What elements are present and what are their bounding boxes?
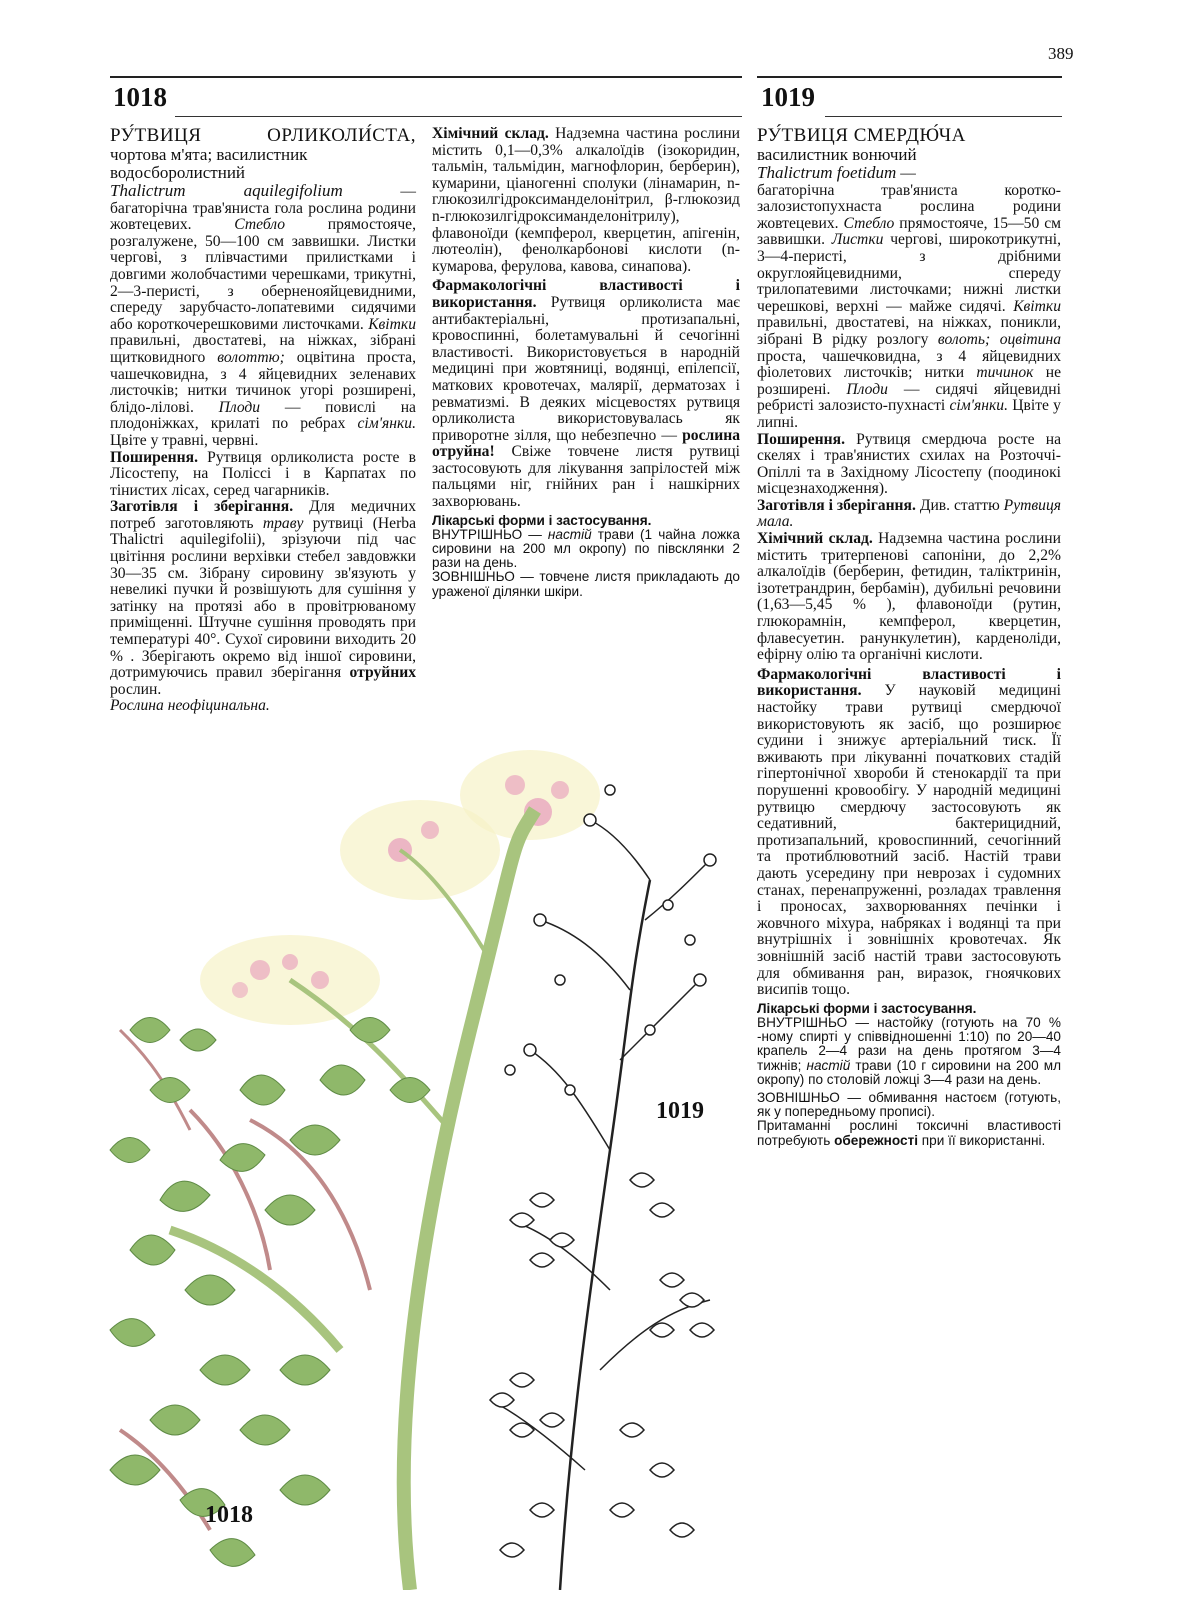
- article-1018-latin: Thalictrum aquilegifolium: [110, 181, 343, 200]
- article-1018-spread: Поширення. Рутвиця орликолиста росте в Лісостепу, на Поліссі і в Карпатах по тінистих лісах, серед чагарників.: [110, 448, 416, 499]
- article-1019-warning: Притаманні рослині токсичні властивості потребують обережності при її використанні.: [757, 1118, 1061, 1148]
- plant-1019-illustration: [490, 785, 716, 1590]
- header-subrule-left: [175, 116, 742, 117]
- article-1019-latin: Thalictrum foetidum: [757, 163, 897, 182]
- article-1019-forms-head: Лікарські форми і застосування.: [757, 1000, 977, 1016]
- article-1019-col: [757, 126, 1061, 1148]
- article-1018-latin-dash: —: [342, 183, 416, 200]
- entry-number-1018: 1018: [113, 82, 167, 112]
- article-1019-description: багаторічна трав'яниста коротко-залозистопухнаста рослина родини жовтецевих. Стебло прямостояче, 15—50 см заввишки. Листки чергові, широкотрикутні, 3—4-перисті, з дрібними округлояйцевидними, спереду трилопатевими листочками; нижні листки черешкові, верхні — майже сидячі. Квітки правильні, двостатеві, на ніжках, поникли, зібрані В рідку розлогу волоть; оцвітина проста, чашечковидна, з 4 яйцевидних фіолетових листочків; нитки тичинок не розширені. Плоди — сидячі яйцевидні ребристі залозисто-пухнасті сім'янки. Цвіте у липні.: [757, 181, 1061, 431]
- article-1019-alt-names: василистник вонючий: [757, 145, 917, 164]
- entry-number-1019: 1019: [761, 82, 815, 112]
- article-1018-latin-line: [110, 182, 416, 201]
- article-1019-forms-external: ЗОВНІШНЬО — обмивання настоєм (готують, як у попередньому прописі).: [757, 1089, 1061, 1120]
- article-1019-pharmacology: Фармакологічні властивості і використання. У науковій медицині настойку трави рутвиці смердючої використовують як засіб, що розширює судини і знижує артеріальний тиск. Її вживають при лікуванні початкових стадій гіпертонічної хвороби й стенокардії та при порушенні кровообігу. У народній медицині рутвицю смердючу застосовують як седативний, бактерицидний, протизапальний, кровоспинний, сечогінний та протиблювотний засіб. Настій трави дають усередину при неврозах і судомних станах, перенапруженні, розладах травлення і проносах, захворюваннях печінки і жовчного міхура, набряках і водянці та при внутрішніх і зовнішніх кровотечах. Як зовнішній засіб настій трави застосовують для обмивання ран, виразок, гноячкових висипів тощо.: [757, 665, 1061, 999]
- plant-1018-flower-clusters: [200, 750, 600, 1025]
- article-1018-col2: [432, 126, 740, 599]
- article-1018-harvest: Заготівля і зберігання. Для медичних потреб заготовляють траву рутвиці (Herba Thalictri aquilegifolii), зрізуючи під час цвітіння рослини верхівки стебел завдовжки 30—35 см. Зібрану сировину зв'язують у невеликі пучки й розвішують для сушіння у затінку на протязі або в провітрюваному приміщенні. Штучне сушіння проводять при температурі 40°. Сухої сировини виходить 20 % . Зберігають окремо від іншої сировини, дотримуючись правил зберігання отруйних рослин.: [110, 498, 416, 698]
- article-1018-pharmacology: Фармакологічні властивості і використання. Рутвиця орликолиста має антибактеріальні, протизапальні, кровоспинні, болетамувальні й сечогінні властивості. Використовується в народній медицині при жовтяниці, водянці, епілепсії, маткових кровотечах, малярії, дерматозах і ревматизмі. В деяких місцевостях рутвиця орликолиста використовувалась як приворотне зілля, що небезпечно — рослина отруйна! Свіже товчене листя рутвиці застосовують для лікування запрілостей між пальцями ніг, гнійних ран і нашкірних захворювань.: [432, 277, 740, 511]
- article-1019-latin-line: [757, 164, 1061, 183]
- page-number: 389: [1048, 44, 1074, 63]
- article-1018-title: РУ́ТВИЦЯ ОРЛИКОЛИ́СТА,: [110, 125, 416, 146]
- figure-label-1019: 1019: [656, 1098, 704, 1124]
- plant-1018-illustration: [110, 750, 600, 1590]
- article-1019-harvest: Заготівля і зберігання. Див. статтю Рутвиця мала.: [757, 496, 1061, 531]
- plant-1019-leaves: [490, 1173, 714, 1557]
- article-1019-chemistry: Хімічний склад. Надземна частина рослини містить тритерпенові сапоніни, до 2,2% алкалоїдів (берберин, фетидин, таліктринін, ізотетрандрин, бербамін), дубильні речовини (1,63—5,45 % ), флавоноїди (рутин, глюкорамнін, кемпферол, кверцетин, флавесуетин. ранункулетин), карденоліди, ефірну олію та органічні кислоти.: [757, 530, 1061, 664]
- article-1018-forms-head: Лікарські форми і застосування.: [432, 512, 652, 528]
- header-rule-left: [110, 76, 742, 78]
- header-rule-right: [757, 76, 1062, 78]
- article-1018-nonofficial: Рослина неофіцинальна.: [110, 697, 270, 715]
- article-1019-spread: Поширення. Рутвиця смердюча росте на скелях і трав'янистих схилах на Розточчі-Опіллі та в Західному Лісостепу (поодинокі місцезнаходження).: [757, 430, 1061, 498]
- article-1018-chemistry: Хімічний склад. Надземна частина рослини містить 0,1—0,3% алкалоїдів (ізокоридин, тальмін, тальмідин, магнофлорин, берберин), кумарини, ціаногенні сполуки (лінамарин, n-глюкозилгідроксиманделонітрил, β-глюкозид n-глюкозилгідроксиманделонітрилу), флавоноїди (кемпферол, кверцетин, апігенін, лютеолін), фенолкарбонові кислоти (n-кумарова, ферулова, кавова, синапова).: [432, 125, 740, 275]
- plant-1018-leaves: [110, 1018, 430, 1567]
- article-1018-forms-internal: ВНУТРІШНЬО — настій трави (1 чайна ложка сировини на 200 мл окропу) по півсклянки 2 рази на день.: [432, 526, 740, 571]
- article-1018-forms-external: ЗОВНІШНЬО — товчене листя прикладають до ураженої ділянки шкіри.: [432, 569, 740, 599]
- article-1019-forms-internal: ВНУТРІШНЬО — настойку (готують на 70 % -ному спирті у співвідношенні 1:10) по 20—40 крапель 2—4 рази на день протягом 3—4 тижнів; настій трави (10 г сировини на 200 мл окропу) по столовій ложці 3—4 рази на день.: [757, 1014, 1061, 1087]
- header-subrule-right: [825, 116, 1062, 117]
- article-1018-alt-names: чортова м'ята; василистник водосборолистний: [110, 145, 308, 182]
- article-1018-description: багаторічна трав'яниста гола рослина родини жовтецевих. Стебло прямостояче, розгалужене, 50—100 см заввишки. Листки чергові, з плівчастими прилистками і довгими жолобчастими черешками, трикутні, 2—3-перисті, з оберненояйцевидними, спереду зарубчасто-лопатевими сидячими або короткочерешковими листочками. Квітки правильні, двостатеві, на ніжках, зібрані щитковидного волоттю; оцвітина проста, чашечковидна, з 4 яйцевидних зеленавих листочків; нитки тичинок угорі розширені, блідо-лілові. Плоди — повислі на плодоніжках, крилаті по ребрах сім'янки. Цвіте у травні, червні.: [110, 199, 416, 449]
- figure-label-1018: 1018: [205, 1502, 253, 1528]
- article-1019-title: РУ́ТВИЦЯ СМЕРДЮ́ЧА: [757, 125, 966, 146]
- article-1018-col1: [110, 126, 416, 715]
- article-1019-latin-dash: —: [896, 165, 916, 182]
- plant-illustration: [90, 730, 750, 1590]
